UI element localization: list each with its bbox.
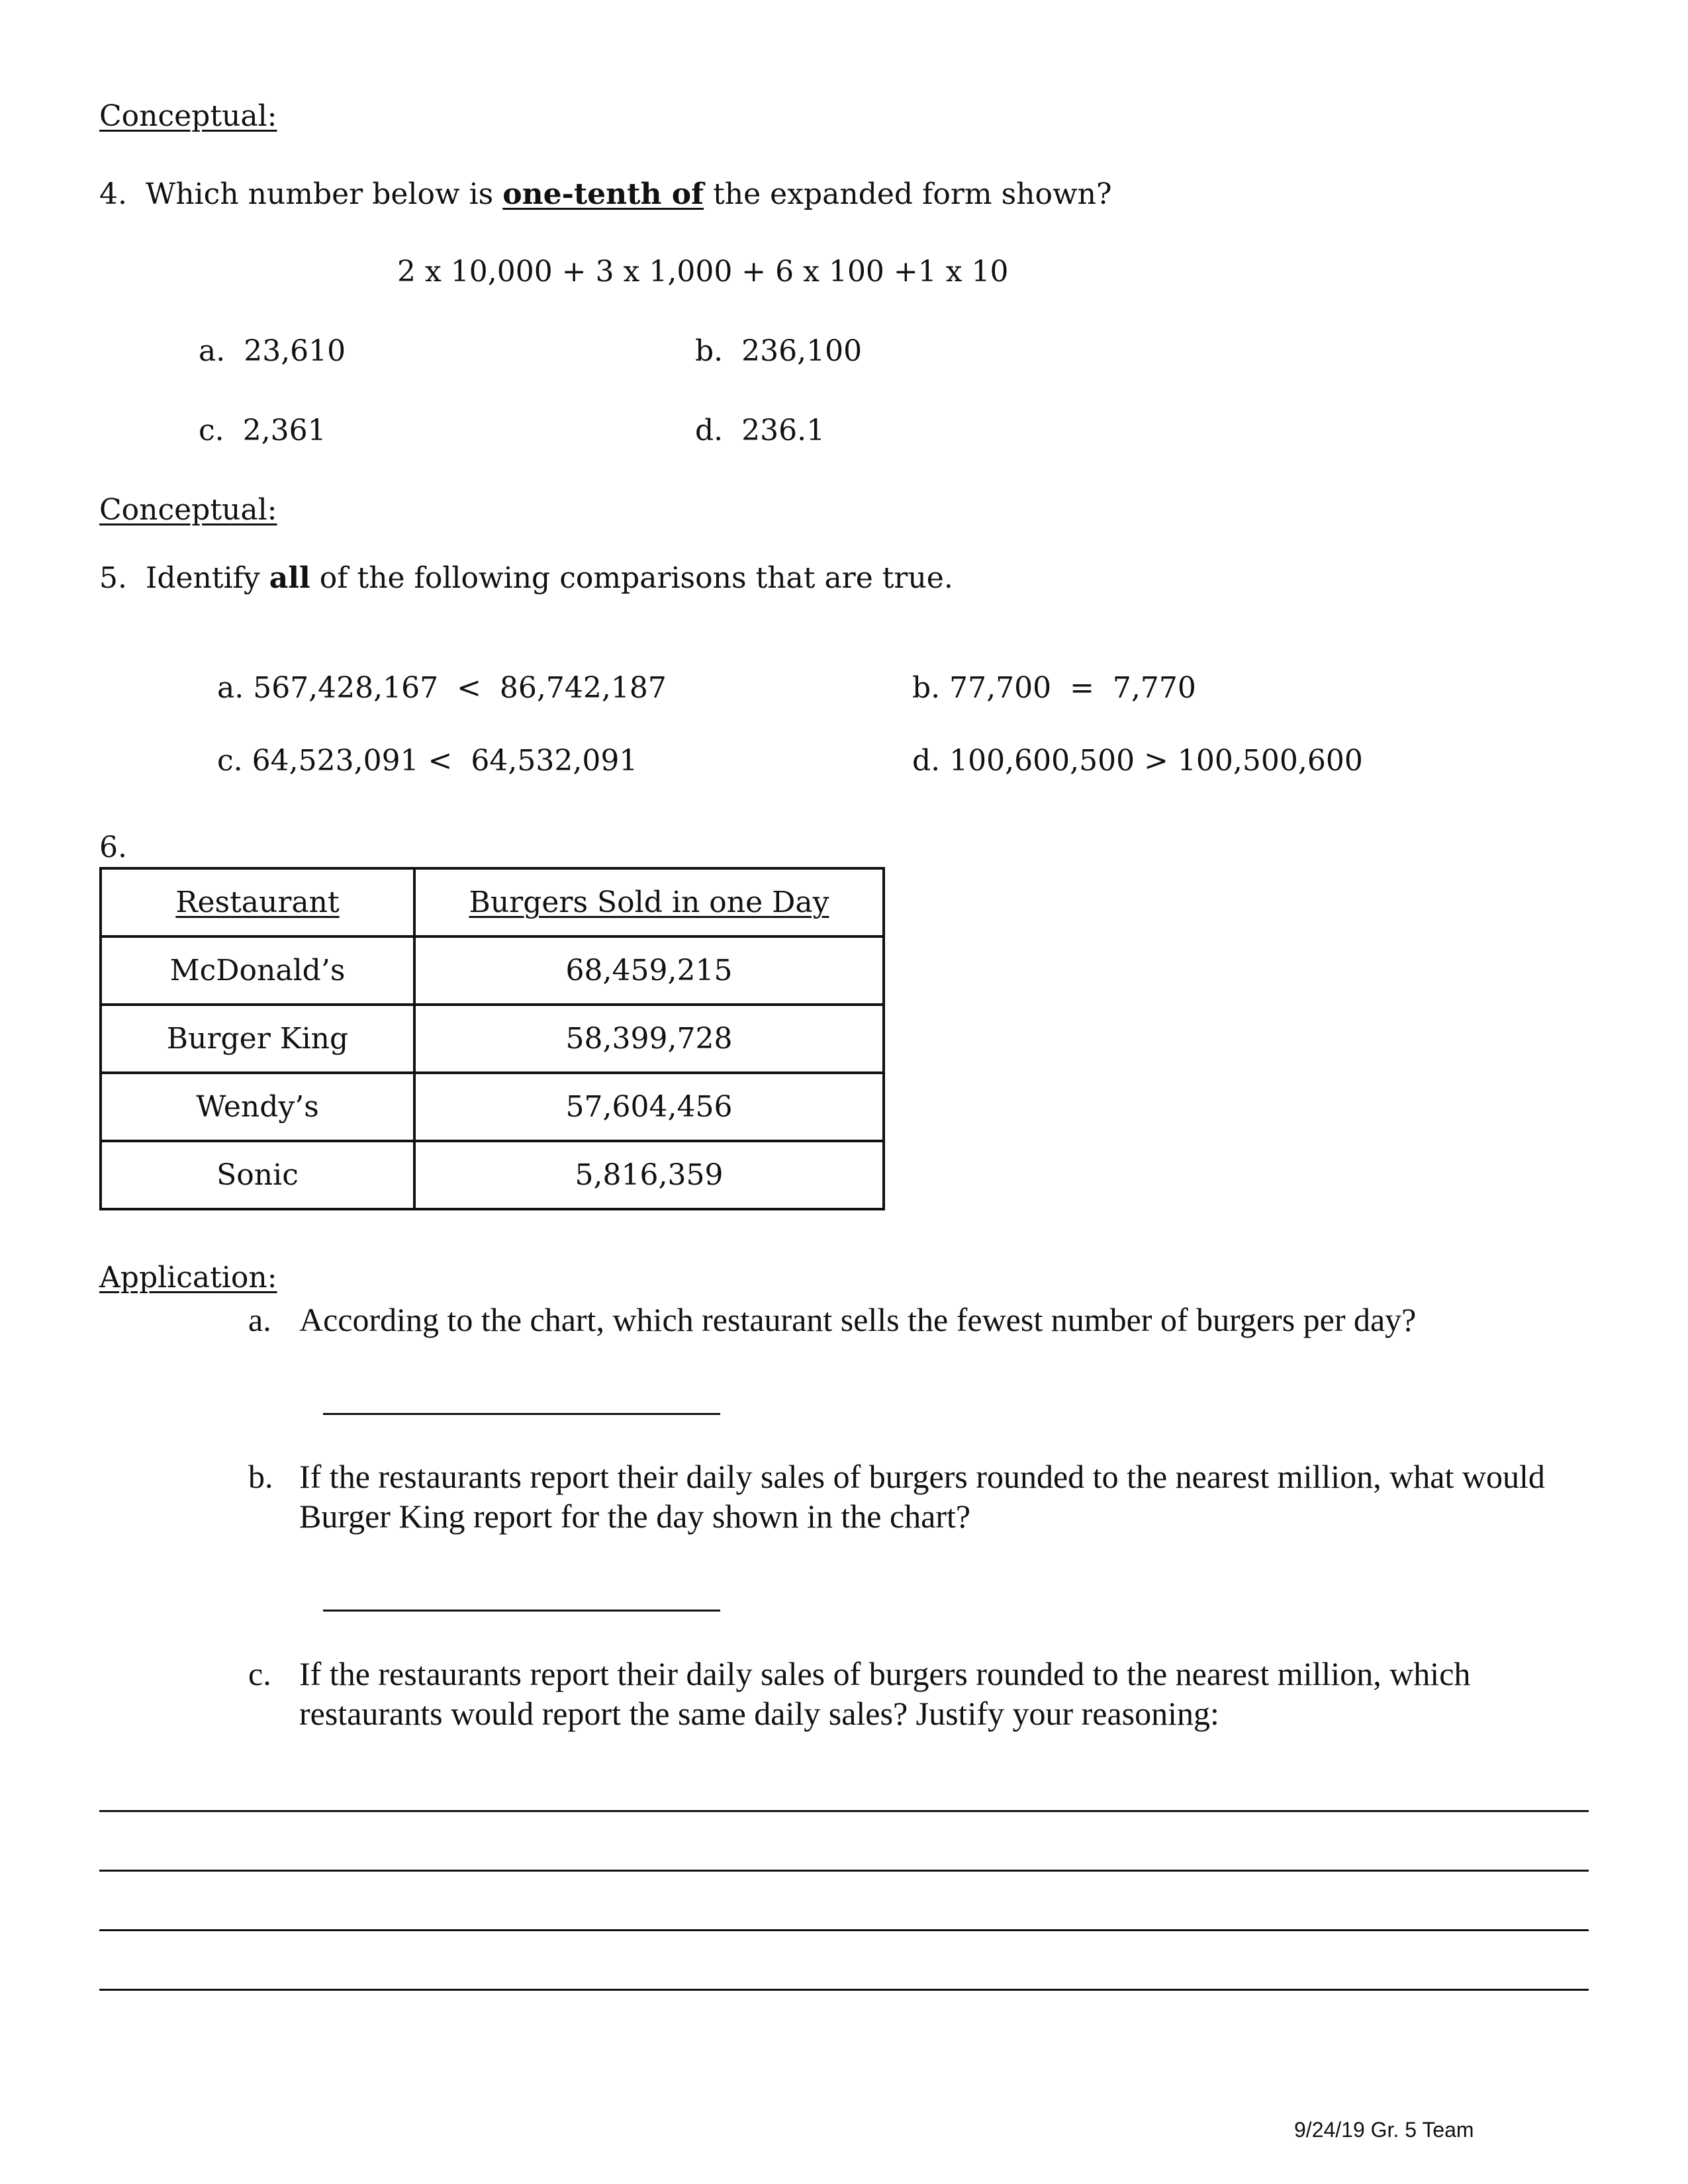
table-row xyxy=(101,936,884,1005)
answer-blank-a[interactable] xyxy=(323,1413,720,1415)
table-header-row xyxy=(101,868,884,936)
restaurant-name-cell: McDonald’s xyxy=(101,936,414,1005)
answer-blank-b[interactable] xyxy=(323,1610,720,1612)
prompt-text: Identify xyxy=(145,561,260,595)
choice-letter: b. xyxy=(695,334,724,368)
part-b-question-line1: If the restaurants report their daily sales of burgers rounded to the nearest million, what would xyxy=(299,1458,1545,1495)
burgers-sold-cell: 58,399,728 xyxy=(414,1005,884,1073)
choice-c[interactable] xyxy=(199,414,326,447)
choice-d[interactable] xyxy=(695,414,825,447)
question-4-prompt xyxy=(99,177,1112,211)
prompt-text: Which number below is xyxy=(145,177,494,211)
restaurant-name-cell: Burger King xyxy=(101,1005,414,1073)
question-6-number: 6. xyxy=(99,831,127,864)
part-a-letter: a. xyxy=(248,1301,271,1338)
table-row xyxy=(101,1005,884,1073)
comparison-a[interactable] xyxy=(199,637,667,705)
prompt-text: of the following comparisons that are true. xyxy=(319,561,953,595)
prompt-emphasis: all xyxy=(269,561,310,595)
header-restaurant: Restaurant xyxy=(175,886,340,919)
choice-text: 567,428,167 < 86,742,187 xyxy=(253,671,667,705)
burgers-sold-cell: 5,816,359 xyxy=(414,1141,884,1209)
choice-a[interactable] xyxy=(199,334,346,368)
table-row xyxy=(101,1141,884,1209)
choice-letter: b. xyxy=(912,671,941,705)
choice-letter: a. xyxy=(216,671,244,705)
question-number: 4. xyxy=(99,177,127,211)
section-heading-q5: Conceptual: xyxy=(99,493,277,527)
restaurant-name-cell: Wendy’s xyxy=(101,1073,414,1141)
comparison-b[interactable] xyxy=(894,637,1196,705)
table-header-cell xyxy=(101,868,414,936)
answer-line[interactable] xyxy=(99,1810,1589,1812)
question-5-prompt xyxy=(99,561,953,595)
part-c-question-line1: If the restaurants report their daily sales of burgers rounded to the nearest million, which xyxy=(299,1655,1471,1692)
part-b-letter: b. xyxy=(248,1458,273,1495)
choice-letter: c. xyxy=(199,414,224,447)
choice-text: 236,100 xyxy=(741,334,863,368)
part-c-question-line2: restaurants would report the same daily sales? Justify your reasoning: xyxy=(299,1695,1219,1732)
header-burgers-sold: Burgers Sold in one Day xyxy=(469,886,829,919)
burgers-sold-cell: 57,604,456 xyxy=(414,1073,884,1141)
choice-letter: a. xyxy=(199,334,226,368)
prompt-emphasis: one-tenth of xyxy=(502,177,704,211)
choice-text: 64,523,091 < 64,532,091 xyxy=(252,744,638,778)
question-number: 5. xyxy=(99,561,127,595)
restaurant-name-cell: Sonic xyxy=(101,1141,414,1209)
choice-text: 236.1 xyxy=(741,414,825,447)
choice-text: 77,700 = 7,770 xyxy=(949,671,1196,705)
choice-text: 100,600,500 > 100,500,600 xyxy=(949,744,1363,778)
choice-text: 23,610 xyxy=(244,334,346,368)
choice-text: 2,361 xyxy=(242,414,326,447)
part-b-question-line2: Burger King report for the day shown in the chart? xyxy=(299,1498,971,1535)
burgers-sold-cell: 68,459,215 xyxy=(414,936,884,1005)
footer-text: 9/24/19 Gr. 5 Team xyxy=(1294,2118,1474,2142)
choice-letter: d. xyxy=(912,744,941,778)
table-row xyxy=(101,1073,884,1141)
part-a-question: According to the chart, which restaurant sells the fewest number of burgers per day? xyxy=(299,1301,1417,1338)
choice-letter: d. xyxy=(695,414,724,447)
comparison-d[interactable] xyxy=(894,710,1363,778)
answer-line[interactable] xyxy=(99,1870,1589,1872)
answer-line[interactable] xyxy=(99,1989,1589,1991)
comparison-c[interactable] xyxy=(199,710,637,778)
part-c-letter: c. xyxy=(248,1655,271,1692)
section-heading-q4: Conceptual: xyxy=(99,99,277,133)
expanded-form-expression: 2 x 10,000 + 3 x 1,000 + 6 x 100 +1 x 10 xyxy=(397,255,1009,289)
choice-letter: c. xyxy=(216,744,243,778)
burgers-table xyxy=(99,867,885,1210)
prompt-text: the expanded form shown? xyxy=(713,177,1112,211)
section-heading-application: Application: xyxy=(99,1261,277,1295)
table-header-cell xyxy=(414,868,884,936)
choice-b[interactable] xyxy=(695,334,862,368)
answer-line[interactable] xyxy=(99,1929,1589,1931)
